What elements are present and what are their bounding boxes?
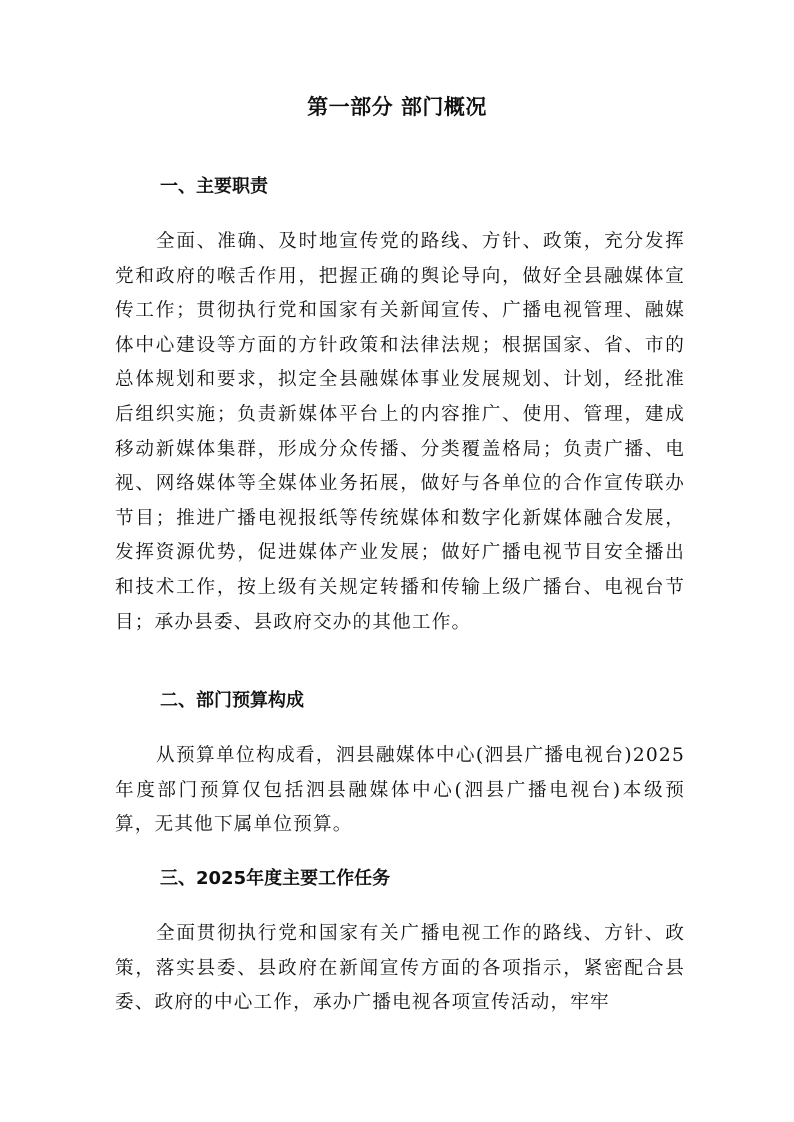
section-heading-budget-composition: 二、部门预算构成 [160, 690, 304, 711]
page-title: 第一部分 部门概况 [307, 95, 487, 119]
section-heading-main-duties: 一、主要职责 [160, 176, 268, 197]
section-body-main-duties: 全面、准确、及时地宣传党的路线、方针、政策，充分发挥党和政府的喉舌作用，把握正确的舆论导向，做好全县融媒体宣传工作；贯彻执行党和国家有关新闻宣传、广播电视管理、融媒体中心建设等方面的方针政策和法律法规；根据国家、省、市的总体规划和要求，拟定全县融媒体事业发展规划、计划，经批准后组织实施；负责新媒体平台上的内容推广、使用、管理，建成移动新媒体集群，形成分众传播、分类覆盖格局；负责广播、电视、网络媒体等全媒体业务拓展，做好与各单位的合作宣传联办节目；推进广播电视报纸等传统媒体和数字化新媒体融合发展，发挥资源优势，促进媒体产业发展；做好广播电视节目安全播出和技术工作，按上级有关规定转播和传输上级广播台、电视台节目；承办县委、县政府交办的其他工作。 [115, 231, 685, 633]
section-heading-main-tasks: 三、2025年度主要工作任务 [160, 868, 391, 889]
section-body-budget-composition: 从预算单位构成看，泗县融媒体中心(泗县广播电视台)2025年度部门预算仅包括泗县融媒体中心(泗县广播电视台)本级预算，无其他下属单位预算。 [115, 745, 685, 836]
section-body-main-tasks: 全面贯彻执行党和国家有关广播电视工作的路线、方针、政策，落实县委、县政府在新闻宣传方面的各项指示，紧密配合县委、政府的中心工作，承办广播电视各项宣传活动，牢牢 [115, 923, 685, 1014]
